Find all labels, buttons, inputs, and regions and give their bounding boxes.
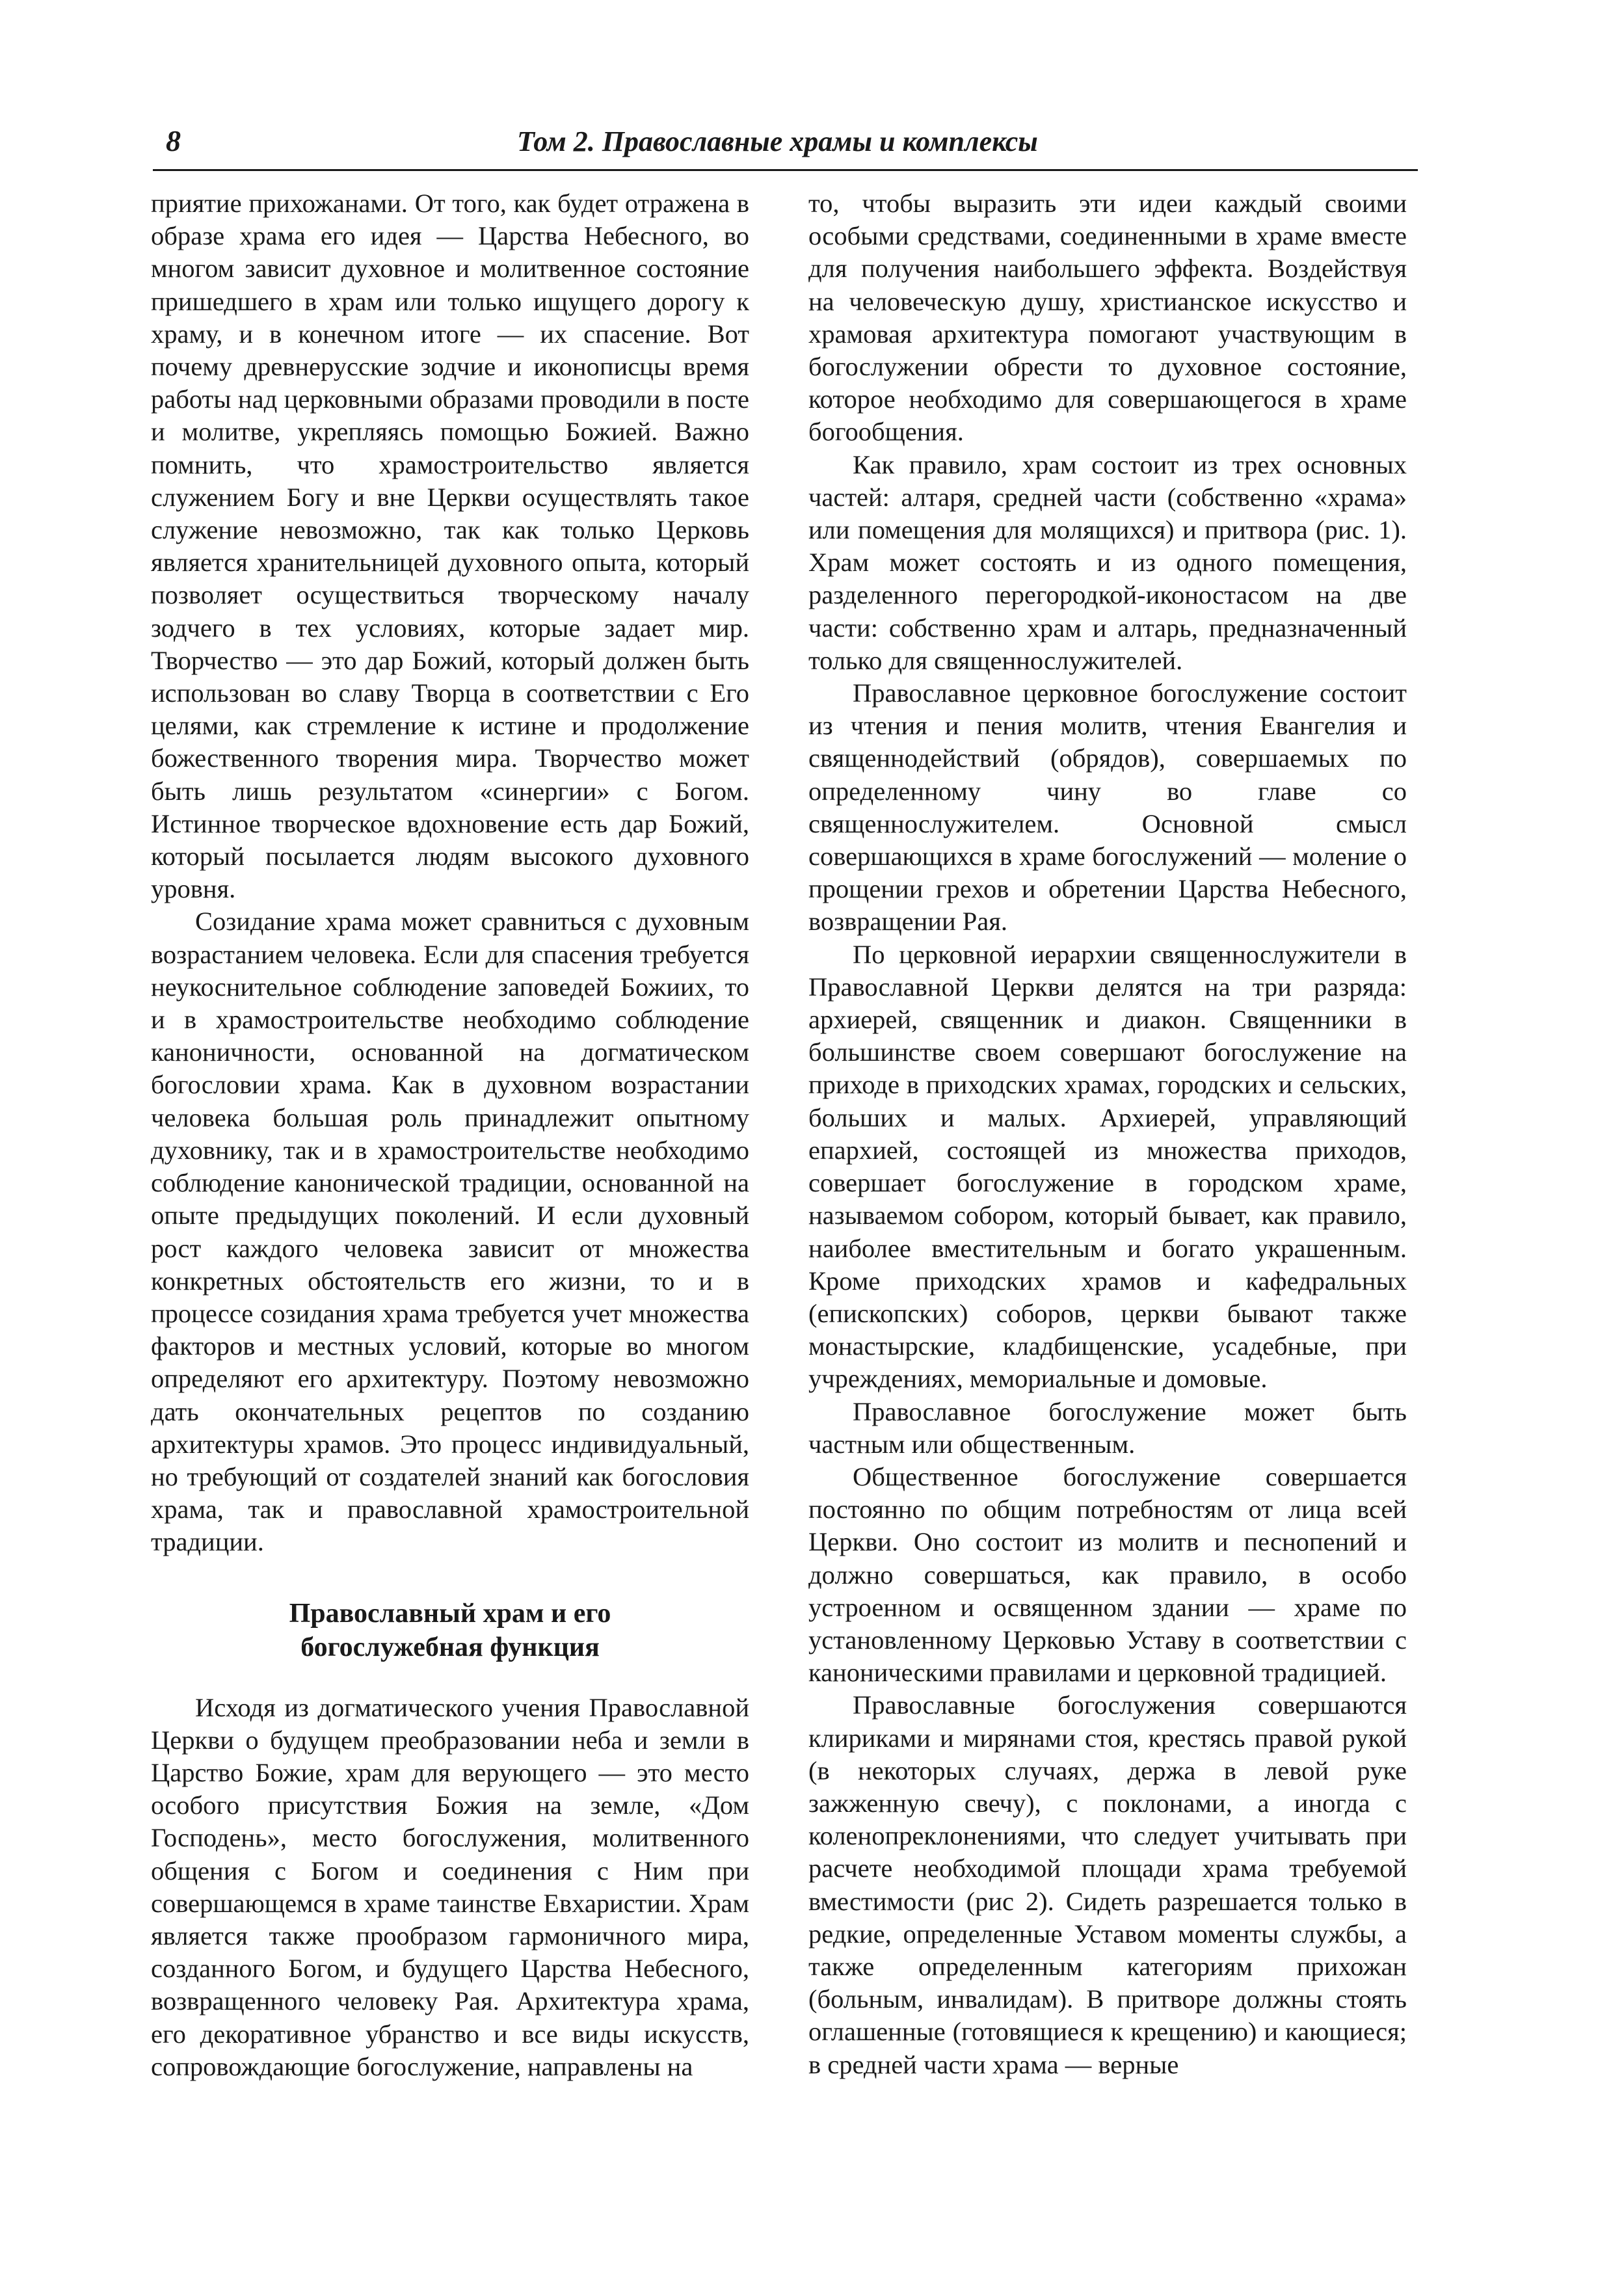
paragraph: приятие прихожанами. От того, как будет отражена в образе храма его идея — Царства Небесного, во многом зависит духовное и молитвенное состояние пришедшего в храм или только ищущего дорогу к храму, и в конечном итоге — их спасение. Вот почему древнерусские зодчие и иконописцы время работы над церковными образами проводили в посте и молитве, укрепляясь помощью Божией. Важно помнить, что храмостроительство является служением Богу и вне Церкви осуществлять такое служение невозможно, так как только Церковь является хранительницей духовного опыта, который позволяет осуществиться творческому началу зодчего в тех условиях, которые задает мир. Творчество — это дар Божий, который должен быть использован во славу Творца в соответствии с Его целями, как стремление к истине и продолжение божественного творения мира. Творчество может быть лишь результатом «синергии» с Богом. Истинное творческое вдохновение есть дар Божий, который посылается людям высокого духовного уровня.	[151, 189, 749, 904]
section-heading	[151, 1597, 749, 1664]
section-heading-line: богослужебная функция	[300, 1632, 600, 1662]
paragraph: то, чтобы выразить эти идеи каждый своими особыми средствами, соединенными в храме вместе для получения наибольшего эффекта. Воздействуя на человеческую душу, христианское искусство и храмовая архитектура помогают участвующим в богослужении обрести то духовное состояние, которое необходимо для совершающегося в храме богообщения.	[808, 189, 1407, 447]
left-column	[151, 187, 749, 2083]
paragraph: Исходя из догматического учения Православной Церкви о будущем преобразовании неба и земли в Царство Божие, храм для верующего — это место особого присутствия Божия на земле, «Дом Господень», место богослужения, молитвенного общения с Богом и соединения с Ним при совершающемся в храме таинстве Евхаристии. Храм является также прообразом гармоничного мира, созданного Богом, и будущего Царства Небесного, возвращенного человеку Рая. Архитектура храма, его декоративное убранство и все виды искусств, сопровождающие богослужение, направлены на	[151, 1692, 749, 2081]
paragraph: Как правило, храм состоит из трех основных частей: алтаря, средней части (собственно «храма» или помещения для молящихся) и притвора (рис. 1). Храм может состоять и из одного помещения, разделенного перегородкой-иконостасом на две части: собственно храм и алтарь, предназначенный только для священнослужителей.	[808, 449, 1407, 675]
section-heading-line: Православный храм и его	[289, 1598, 611, 1629]
paragraph: Православное богослужение может быть частным или общественным.	[808, 1396, 1407, 1459]
right-column	[808, 187, 1407, 2081]
paragraph: По церковной иерархии священнослужители в Православной Церкви делятся на три разряда: архиерей, священник и диакон. Священники в большинстве своем совершают богослужение на приходе в приходских храмах, городских и сельских, больших и малых. Архиерей, управляющий епархией, состоящей из множества приходов, совершает богослужение в городском храме, называемом собором, который бывает, как правило, наиболее вместительным и богато украшенным. Кроме приходских храмов и кафедральных (епископских) соборов, церкви бывают также монастырские, кладбищенские, усадебные, при учреждениях, мемориальные и домовые.	[808, 939, 1407, 1394]
page-header	[153, 122, 1418, 171]
paragraph: Православное церковное богослужение состоит из чтения и пения молитв, чтения Евангелия и священнодействий (обрядов), совершаемых по определенному чину во главе со священнослужителем. Основной смысл совершающихся в храме богослужений — моление о прощении грехов и обретении Царства Небесного, возвращении Рая.	[808, 678, 1407, 937]
paragraph: Общественное богослужение совершается постоянно по общим потребностям от лица всей Церкви. Оно состоит из молитв и песнопений и должно совершаться, как правило, в особо устроенном и освященном здании — храме по установленному Церковью Уставу в соответствии с каноническими правилами и церковной традицией.	[808, 1461, 1407, 1688]
running-title: Том 2. Православные храмы и комплексы	[517, 126, 1038, 157]
page-number: 8	[166, 124, 181, 157]
paragraph: Созидание храма может сравниться с духовным возрастанием человека. Если для спасения требуется неукоснительное соблюдение заповедей Божиих, то и в храмостроительстве необходимо соблюдение каноничности, основанной на догматическом богословии храма. Как в духовном возрастании человека большая роль принадлежит опытному духовнику, так и в храмостроительстве необходимо соблюдение канонической традиции, основанной на опыте предыдущих поколений. И если духовный рост каждого человека зависит от множества конкретных обстоятельств его жизни, то и в процессе созидания храма требуется учет множества факторов и местных условий, которые во многом определяют его архитектуру. Поэтому невозможно дать окончательных рецептов по созданию архитектуры храмов. Это процесс индивидуальный, но требующий от создателей знаний как богословия храма, так и православной храмостроительной традиции.	[151, 907, 749, 1557]
paragraph: Православные богослужения совершаются клириками и мирянами стоя, крестясь правой рукой (в некоторых случаях, держа в левой руке зажженную свечу), с поклонами, а иногда с коленопреклонениями, что следует учитывать при расчете необходимой площади храма требуемой вместимости (рис 2). Сидеть разрешается только в редкие, определенные Уставом моменты службы, а также определенным категориям прихожан (больным, инвалидам). В притворе должны стоять оглашенные (готовящиеся к крещению) и кающиеся; в средней части храма — верные	[808, 1690, 1407, 2079]
